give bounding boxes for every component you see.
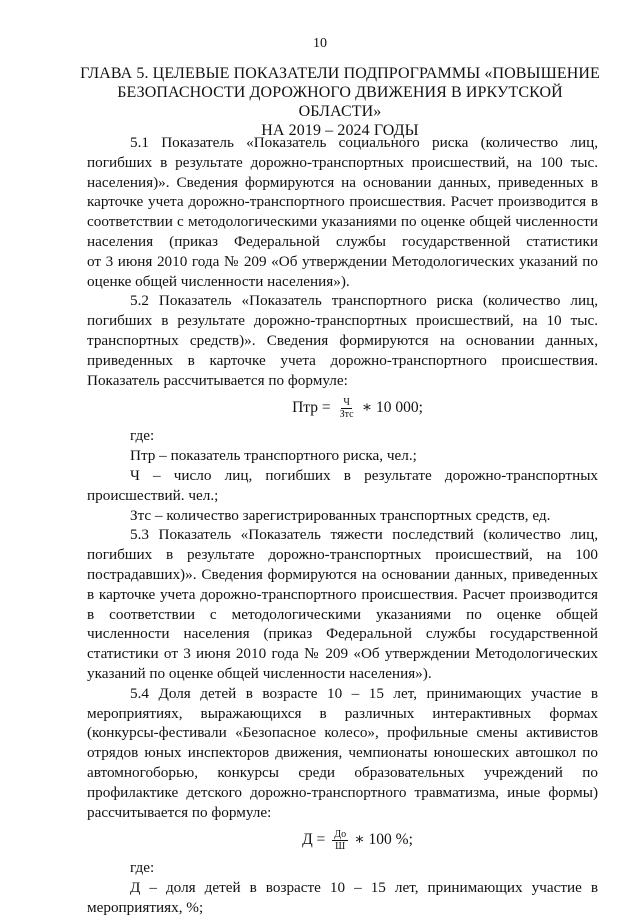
formula-transport-risk	[117, 390, 598, 426]
text-line: населения (приказ Федеральной службы государственной статистики	[87, 232, 598, 250]
definition-ch: Ч – число лиц, погибших в результате дорожно-транспортных	[130, 466, 598, 484]
text-line: погибших в результате дорожно-транспортных происшествий, на 100	[87, 546, 598, 564]
fraction-numerator: До	[334, 828, 347, 840]
text-line: транспортных средств)». Сведения формируются на основании данных,	[87, 331, 598, 349]
formula-rhs: ∗ 100 %;	[354, 831, 413, 849]
formula-fraction	[332, 829, 348, 852]
text-line: от 3 июня 2010 года № 209 «Об утверждении Методологических указаний по	[87, 252, 598, 270]
document-body	[87, 133, 598, 918]
text-line: соответствии с методологическими указаниями по оценке общей численности	[87, 213, 598, 231]
text-line: мероприятиях, выражающихся в различных интерактивных формах	[87, 704, 598, 722]
text-line: 5.3 Показатель «Показатель тяжести последствий (количество лиц,	[130, 526, 598, 544]
text-line: оценке общей численности населения»).	[87, 272, 350, 290]
text-line: в карточке учета дорожно-транспортного происшествия. Расчет производится	[87, 585, 598, 603]
text-line: 5.1 Показатель «Показатель социального риска (количество лиц,	[130, 134, 598, 151]
text-line: рассчитывается по формуле:	[87, 803, 272, 821]
text-line: 5.4 Доля детей в возрасте 10 – 15 лет, принимающих участие в	[130, 684, 598, 702]
section-5-1	[87, 133, 598, 291]
text-line: погибших в результате дорожно-транспортных происшествий, на 100 тыс.	[87, 153, 598, 171]
fraction-denominator: Зтс	[339, 408, 354, 420]
text-line: в соответствии с методологическими указаниями по оценке общей	[87, 605, 598, 623]
heading-line: НА 2019 – 2024 ГОДЫ	[261, 122, 419, 139]
fraction-numerator: Ч	[343, 396, 350, 408]
text-line: пострадавших)». Сведения формируются на основании данных, приведенных	[87, 565, 598, 583]
section-5-4	[87, 684, 598, 823]
heading-line: БЕЗОПАСНОСТИ ДОРОЖНОГО ДВИЖЕНИЯ В ИРКУТСКОЙ ОБЛАСТИ»	[117, 84, 563, 120]
section-5-2	[87, 291, 598, 390]
formula-rhs: ∗ 10 000;	[361, 399, 423, 417]
text-line: карточке учета дорожно-транспортного происшествия. Расчет производится в	[87, 193, 598, 211]
fraction-denominator: Ш	[335, 840, 346, 852]
formula-lhs: Птр =	[292, 399, 331, 417]
text-line: отрядов юных инспекторов движения, чемпионаты юношеских автошкол по	[87, 744, 598, 762]
text-line: Показатель рассчитывается по формуле:	[87, 371, 348, 389]
where-label: где:	[130, 427, 155, 445]
chapter-heading	[80, 64, 600, 140]
where-label: где:	[130, 859, 155, 877]
text-line: (конкурсы-фестивали «Безопасное колесо», профильные смены активистов	[87, 724, 598, 742]
definition-ptr: Птр – показатель транспортного риска, чел.;	[130, 447, 417, 465]
definition-zts: Зтс – количество зарегистрированных транспортных средств, ед.	[130, 506, 551, 524]
formula-children-share	[117, 822, 598, 858]
page-number: 10	[313, 36, 327, 51]
section-5-3	[87, 525, 598, 683]
text-line: указаний по оценке общей численности населения»).	[87, 664, 432, 682]
text-line: 5.2 Показатель «Показатель транспортного риска (количество лиц,	[130, 292, 598, 310]
text-line: статистики от 3 июня 2010 года № 209 «Об утверждении Методологических	[87, 645, 598, 663]
formula-fraction	[338, 397, 356, 420]
text-line: численности населения (приказ Федеральной службы государственной	[87, 625, 598, 643]
text-line: приведенных в карточке учета дорожно-транспортного происшествия.	[87, 351, 598, 369]
definition-ch-cont: происшествий. чел.;	[87, 486, 219, 504]
formula-lhs: Д =	[302, 831, 326, 849]
text-line: населения)». Сведения формируются на основании данных, приведенных в	[87, 173, 598, 191]
text-line: автомногоборью, конкурсы среди образовательных учреждений по	[87, 763, 598, 781]
text-line: профилактике детского дорожно-транспортного травматизма, иные формы)	[87, 783, 598, 801]
definition-d: Д – доля детей в возрасте 10 – 15 лет, принимающих участие в	[130, 879, 598, 897]
heading-line: ГЛАВА 5. ЦЕЛЕВЫЕ ПОКАЗАТЕЛИ ПОДПРОГРАММЫ «ПОВЫШЕНИЕ	[80, 65, 600, 82]
text-line: погибших в результате дорожно-транспортных происшествий, на 10 тыс.	[87, 312, 598, 330]
definition-d-cont: мероприятиях, %;	[87, 898, 204, 916]
